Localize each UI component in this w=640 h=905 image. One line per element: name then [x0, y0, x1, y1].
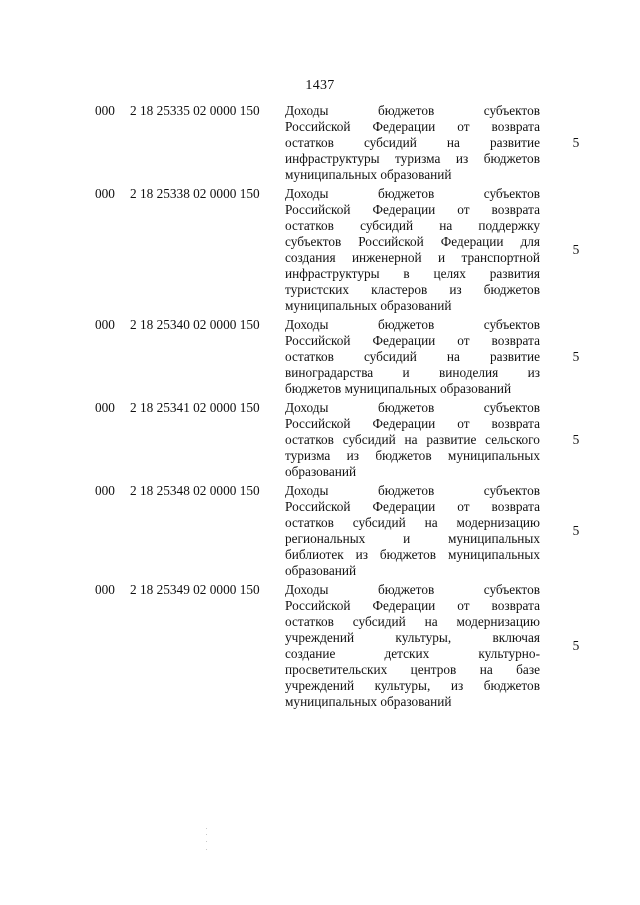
word: субъектов	[483, 103, 540, 118]
word: бюджетов	[375, 448, 432, 463]
word: из	[355, 547, 368, 562]
distribution-norm: 5	[572, 638, 580, 653]
table-row	[0, 186, 640, 314]
word: культуры,	[374, 678, 431, 693]
word: субъектов	[285, 234, 342, 249]
word: остатков	[285, 515, 334, 530]
description-line	[285, 547, 540, 563]
description-line	[285, 151, 540, 167]
word: создание	[285, 646, 336, 661]
table-row	[0, 103, 640, 183]
word: и	[438, 250, 446, 265]
word: субсидий	[352, 614, 406, 629]
word: центров	[410, 662, 457, 677]
word: бюджетов	[377, 186, 435, 201]
word: бюджетов	[483, 151, 540, 166]
description-line	[285, 186, 540, 202]
page-number: 1437	[305, 78, 335, 93]
table-row	[0, 582, 640, 710]
description-line	[285, 614, 540, 630]
word: на	[479, 662, 493, 677]
word: Российской	[285, 202, 351, 217]
word: от	[457, 499, 470, 514]
word: культурно-	[478, 646, 540, 661]
budget-classification-code: 2 18 25338 02 0000 150	[130, 186, 260, 201]
description-line	[285, 119, 540, 135]
scan-artifact	[206, 828, 208, 858]
word: Федерации	[372, 598, 436, 613]
word: инфраструктуры	[285, 151, 380, 166]
word: Российской	[285, 119, 351, 134]
description-line	[285, 630, 540, 646]
revenue-description	[285, 483, 540, 579]
word: возврата	[491, 416, 540, 431]
description-line	[285, 646, 540, 662]
admin-code: 000	[95, 317, 115, 332]
word: туризма	[285, 448, 331, 463]
word: бюджетов	[377, 400, 435, 415]
word: бюджетов	[483, 678, 540, 693]
word: на	[424, 614, 438, 629]
word: из	[346, 448, 360, 463]
word: бюджетов	[483, 282, 540, 297]
word: Российской	[358, 234, 424, 249]
description-line	[285, 400, 540, 416]
word: развитие	[489, 135, 540, 150]
word: просветительских	[285, 662, 388, 677]
word: базе	[516, 662, 540, 677]
word: туризма	[395, 151, 441, 166]
word: бюджетов	[377, 483, 435, 498]
word: модернизацию	[456, 614, 540, 629]
distribution-norm: 5	[572, 135, 580, 150]
word: Федерации	[372, 119, 436, 134]
word: Федерации	[372, 202, 436, 217]
word: муниципальных	[447, 531, 540, 546]
word: модернизацию	[456, 515, 540, 530]
word: субсидий	[360, 218, 414, 233]
description-line	[285, 678, 540, 694]
word: Федерации	[372, 416, 436, 431]
word: и	[402, 365, 410, 380]
word: Российской	[285, 499, 351, 514]
word: из	[450, 678, 464, 693]
word: Доходы	[285, 186, 329, 201]
word: субсидий	[352, 515, 406, 530]
word: возврата	[491, 598, 540, 613]
word: на	[404, 432, 418, 447]
word: виноделия	[438, 365, 499, 380]
word: Российской	[285, 416, 351, 431]
word: Федерации	[440, 234, 504, 249]
word: субъектов	[483, 186, 540, 201]
word: субъектов	[483, 483, 540, 498]
word: субсидий	[363, 349, 417, 364]
word: учреждений	[285, 678, 355, 693]
description-line	[285, 317, 540, 333]
admin-code: 000	[95, 483, 115, 498]
word: из	[455, 151, 469, 166]
word: остатков	[285, 432, 334, 447]
budget-classification-code: 2 18 25349 02 0000 150	[130, 582, 260, 597]
word: возврата	[491, 119, 540, 134]
word: для	[520, 234, 540, 249]
distribution-norm: 5	[572, 432, 580, 447]
word: на	[439, 218, 453, 233]
budget-classification-code: 2 18 25348 02 0000 150	[130, 483, 260, 498]
word: от	[457, 598, 470, 613]
word: Федерации	[372, 499, 436, 514]
word: кластеров	[371, 282, 428, 297]
word: из	[449, 282, 462, 297]
word: Доходы	[285, 317, 329, 332]
word: инфраструктуры	[285, 266, 380, 281]
word: от	[457, 202, 470, 217]
word: субсидий	[363, 135, 417, 150]
budget-classification-code: 2 18 25340 02 0000 150	[130, 317, 260, 332]
description-line	[285, 598, 540, 614]
description-line	[285, 448, 540, 464]
word: сельского	[485, 432, 540, 447]
word: возврата	[491, 202, 540, 217]
table-row	[0, 400, 640, 480]
description-line: муниципальных образований	[285, 167, 452, 182]
word: остатков	[285, 349, 334, 364]
word: возврата	[491, 333, 540, 348]
revenue-description	[285, 582, 540, 710]
description-line	[285, 349, 540, 365]
admin-code: 000	[95, 582, 115, 597]
revenue-description	[285, 400, 540, 480]
word: остатков	[285, 218, 334, 233]
word: субсидий	[342, 432, 396, 447]
description-line	[285, 531, 540, 547]
description-line	[285, 250, 540, 266]
admin-code: 000	[95, 103, 115, 118]
word: субъектов	[483, 400, 540, 415]
word: детских	[384, 646, 430, 661]
description-line	[285, 662, 540, 678]
word: поддержку	[478, 218, 540, 233]
description-line	[285, 135, 540, 151]
admin-code: 000	[95, 400, 115, 415]
word: бюджетов	[377, 582, 435, 597]
description-line	[285, 202, 540, 218]
word: включая	[492, 630, 540, 645]
word: учреждений	[285, 630, 355, 645]
distribution-norm: 5	[572, 349, 580, 364]
description-line	[285, 432, 540, 448]
word: бюджетов	[379, 547, 437, 562]
word: Доходы	[285, 103, 329, 118]
word: Федерации	[372, 333, 436, 348]
word: развитие	[489, 349, 540, 364]
description-line	[285, 333, 540, 349]
word: от	[457, 119, 470, 134]
word: на	[446, 135, 460, 150]
word: культуры,	[395, 630, 452, 645]
word: Доходы	[285, 582, 329, 597]
word: муниципальных	[447, 547, 540, 562]
word: от	[457, 333, 470, 348]
description-line	[285, 416, 540, 432]
word: Российской	[285, 598, 351, 613]
word: в	[403, 266, 410, 281]
admin-code: 000	[95, 186, 115, 201]
word: от	[457, 416, 470, 431]
description-line	[285, 582, 540, 598]
description-line	[285, 234, 540, 250]
revenue-description	[285, 186, 540, 314]
word: бюджетов	[377, 317, 435, 332]
word: библиотек	[285, 547, 344, 562]
word: Доходы	[285, 483, 329, 498]
description-line	[285, 499, 540, 515]
word: целях	[433, 266, 466, 281]
description-line: бюджетов муниципальных образований	[285, 381, 512, 396]
word: Доходы	[285, 400, 329, 415]
word: муниципальных	[447, 448, 540, 463]
description-line	[285, 282, 540, 298]
word: развития	[489, 266, 540, 281]
word: субъектов	[483, 317, 540, 332]
budget-classification-code: 2 18 25335 02 0000 150	[130, 103, 260, 118]
description-line	[285, 218, 540, 234]
word: инженерной	[351, 250, 422, 265]
description-line	[285, 103, 540, 119]
word: из	[527, 365, 540, 380]
budget-classification-code: 2 18 25341 02 0000 150	[130, 400, 260, 415]
distribution-norm: 5	[572, 242, 580, 257]
word: Российской	[285, 333, 351, 348]
word: создания	[285, 250, 336, 265]
word: субъектов	[483, 582, 540, 597]
word: виноградарства	[285, 365, 374, 380]
word: остатков	[285, 135, 334, 150]
description-line: муниципальных образований	[285, 298, 452, 313]
word: возврата	[491, 499, 540, 514]
word: остатков	[285, 614, 334, 629]
description-line	[285, 515, 540, 531]
word: транспортной	[461, 250, 540, 265]
description-line: образований	[285, 563, 357, 578]
word: бюджетов	[377, 103, 435, 118]
word: и	[403, 531, 411, 546]
description-line: образований	[285, 464, 357, 479]
word: развитие	[426, 432, 477, 447]
description-line	[285, 365, 540, 381]
table-row	[0, 317, 640, 397]
revenue-description	[285, 103, 540, 183]
word: на	[446, 349, 460, 364]
distribution-norm: 5	[572, 523, 580, 538]
description-line	[285, 483, 540, 499]
revenue-code-list	[0, 103, 640, 713]
table-row	[0, 483, 640, 579]
word: региональных	[285, 531, 366, 546]
word: на	[424, 515, 438, 530]
description-line: муниципальных образований	[285, 694, 452, 709]
description-line	[285, 266, 540, 282]
revenue-description	[285, 317, 540, 397]
word: туристских	[285, 282, 350, 297]
